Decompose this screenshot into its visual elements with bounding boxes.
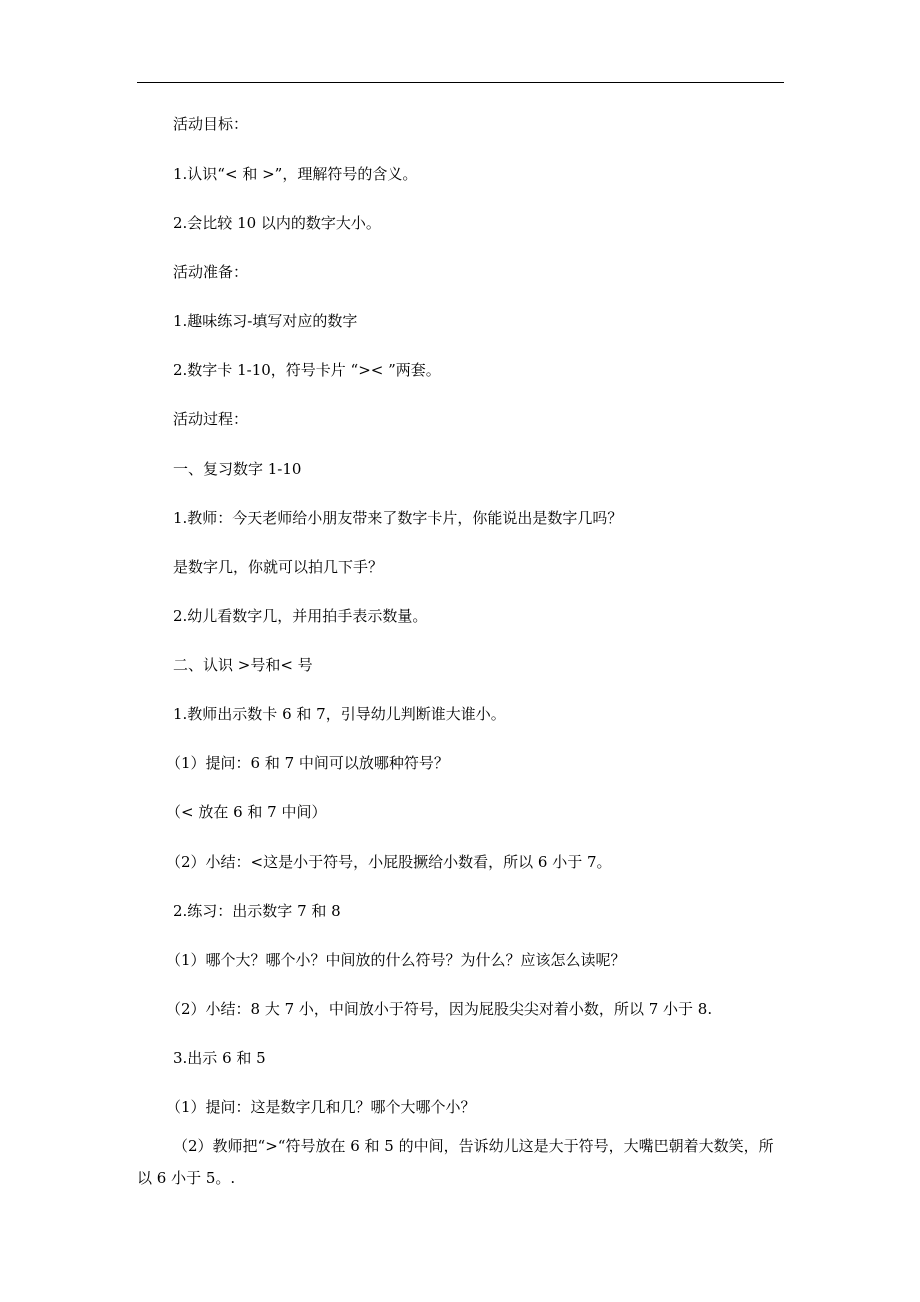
symbols-step-2-summary: （2）小结：8 大 7 小，中间放小于符号，因为屁股尖尖对着小数，所以 7 小于 8.	[166, 1000, 713, 1018]
process-step-1: 1.教师：今天老师给小朋友带来了数字卡片，你能说出是数字几吗？	[173, 509, 623, 527]
symbols-step-2-question: （1）哪个大？哪个小？中间放的什么符号？为什么？应该怎么读呢？	[166, 951, 626, 969]
symbols-step-1-question: （1）提问：6 和 7 中间可以放哪种符号？	[166, 754, 449, 772]
symbols-step-3: 3.出示 6 和 5	[173, 1049, 266, 1067]
symbols-step-1-summary: （2）小结：<这是小于符号，小屁股撅给小数看，所以 6 小于 7。	[166, 853, 612, 871]
symbols-step-1: 1.教师出示数卡 6 和 7，引导幼儿判断谁大谁小。	[173, 705, 506, 723]
goal-item-1: 1.认识“< 和 >”，理解符号的含义。	[173, 165, 418, 183]
symbols-step-2: 2.练习：出示数字 7 和 8	[173, 902, 341, 920]
heading-activity-preparation: 活动准备：	[173, 263, 249, 281]
section-review-numbers: 一、复习数字 1-10	[173, 460, 302, 478]
header-rule	[137, 82, 784, 83]
process-step-2: 2.幼儿看数字几，并用拍手表示数量。	[173, 607, 428, 625]
heading-activity-process: 活动过程：	[173, 410, 249, 428]
section-recognize-symbols: 二、认识 >号和< 号	[173, 656, 313, 674]
process-step-1-continued: 是数字几，你就可以拍几下手？	[173, 558, 384, 576]
heading-activity-goals: 活动目标：	[173, 115, 249, 133]
preparation-item-1: 1.趣味练习-填写对应的数字	[173, 312, 358, 330]
symbols-step-1-answer: （< 放在 6 和 7 中间）	[166, 803, 327, 821]
symbols-step-3-question: （1）提问：这是数字几和几？哪个大哪个小？	[166, 1098, 476, 1116]
symbols-step-3-teacher-paragraph: （2）教师把“>“符号放在 6 和 5 的中间，告诉幼儿这是大于符号，大嘴巴朝着大数笑，所以 6 小于 5。.	[137, 1137, 774, 1187]
goal-item-2: 2.会比较 10 以内的数字大小。	[173, 214, 381, 232]
preparation-item-2: 2.数字卡 1-10，符号卡片 “>< ”两套。	[173, 361, 441, 379]
